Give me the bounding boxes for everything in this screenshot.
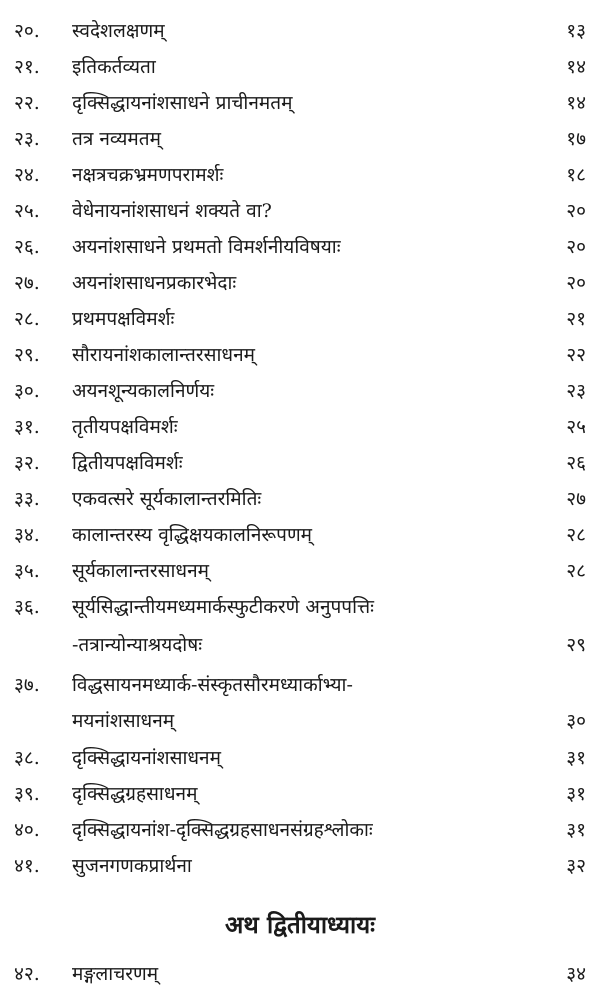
entry-page-number: ३० (566, 710, 586, 732)
entry-page-number: २३ (566, 380, 586, 402)
entry-page-number: १४ (566, 92, 586, 114)
entry-title: -तत्रान्योन्याश्रयदोषः (72, 634, 203, 656)
entry-number: २८. (14, 308, 40, 330)
entry-title: अयनशून्यकालनिर्णयः (72, 380, 215, 402)
toc-entry-37-continued (0, 704, 600, 738)
toc-entry-36 (0, 590, 600, 624)
entry-page-number: १७ (566, 128, 586, 150)
entry-page-number: १३ (566, 20, 586, 42)
entry-number: २६. (14, 236, 40, 258)
entry-number: २५. (14, 200, 40, 222)
entry-page-number: ३१ (566, 819, 586, 841)
entry-number: २०. (14, 20, 40, 42)
toc-entry-25 (0, 194, 600, 228)
entry-page-number: २० (566, 236, 586, 258)
entry-page-number: २० (566, 272, 586, 294)
entry-title: अयनांशसाधनप्रकारभेदाः (72, 272, 237, 294)
toc-entry-28 (0, 302, 600, 336)
toc-entry-33 (0, 482, 600, 516)
entry-number: ३२. (14, 452, 40, 474)
entry-title: सूर्यसिद्धान्तीयमध्यमार्कस्फुटीकरणे अनुपपत्तिः (72, 596, 374, 618)
entry-number: २४. (14, 164, 40, 186)
entry-number: २१. (14, 56, 40, 78)
entry-number: ३०. (14, 380, 40, 402)
entry-number: ३७. (14, 674, 40, 696)
entry-number: ४१. (14, 855, 40, 877)
entry-page-number: २० (566, 200, 586, 222)
toc-entry-30 (0, 374, 600, 408)
entry-title: सुजनगणकप्रार्थना (72, 855, 192, 877)
entry-title: एकवत्सरे सूर्यकालान्तरमितिः (72, 488, 262, 510)
entry-page-number: १४ (566, 56, 586, 78)
entry-number: २३. (14, 128, 40, 150)
entry-title: तत्र नव्यमतम् (72, 128, 161, 150)
entry-title: दृक्सिद्धायनांशसाधनम् (72, 747, 221, 769)
entry-number: ४०. (14, 819, 40, 841)
entry-number: ३८. (14, 747, 40, 769)
toc-entry-42 (0, 957, 600, 991)
toc-entry-41 (0, 849, 600, 883)
chapter-heading: अथ द्वितीयाध्यायः (224, 910, 375, 939)
toc-entry-20 (0, 14, 600, 48)
entry-page-number: ३१ (566, 747, 586, 769)
entry-title: वेधेनायनांशसाधनं शक्यते वा? (72, 200, 272, 222)
entry-number: २२. (14, 92, 40, 114)
toc-entry-37 (0, 668, 600, 702)
toc-entry-31 (0, 410, 600, 444)
toc-entry-36-continued (0, 628, 600, 662)
toc-entry-23 (0, 122, 600, 156)
entry-number: २९. (14, 344, 40, 366)
entry-page-number: २५ (566, 416, 586, 438)
entry-number: ३६. (14, 596, 40, 618)
entry-title: नक्षत्रचक्रभ्रमणपरामर्शः (72, 164, 224, 186)
toc-entry-35 (0, 554, 600, 588)
entry-title: मयनांशसाधनम् (72, 710, 175, 732)
entry-number: ३५. (14, 560, 40, 582)
entry-page-number: २६ (566, 452, 586, 474)
entry-title: द्वितीयपक्षविमर्शः (72, 452, 183, 474)
entry-page-number: ३१ (566, 783, 586, 805)
toc-entry-24 (0, 158, 600, 192)
entry-title: प्रथमपक्षविमर्शः (72, 308, 175, 330)
entry-number: ३१. (14, 416, 40, 438)
entry-number: ४२. (14, 963, 40, 985)
entry-number: ३९. (14, 783, 40, 805)
entry-page-number: ३४ (566, 963, 586, 985)
entry-title: सूर्यकालान्तरसाधनम् (72, 560, 209, 582)
entry-number: ३३. (14, 488, 40, 510)
entry-page-number: २१ (566, 308, 586, 330)
toc-entry-32 (0, 446, 600, 480)
entry-title: इतिकर्तव्यता (72, 56, 156, 78)
entry-title: दृक्सिद्धायनांशसाधने प्राचीनमतम् (72, 92, 293, 114)
entry-page-number: ३२ (566, 855, 586, 877)
entry-number: ३४. (14, 524, 40, 546)
toc-entry-29 (0, 338, 600, 372)
toc-entry-27 (0, 266, 600, 300)
toc-entry-40 (0, 813, 600, 847)
entry-title: तृतीयपक्षविमर्शः (72, 416, 178, 438)
toc-entry-26 (0, 230, 600, 264)
toc-entry-21 (0, 50, 600, 84)
toc-entry-22 (0, 86, 600, 120)
entry-title: विद्धसायनमध्यार्क-संस्कृतसौरमध्यार्काभ्या- (72, 674, 353, 696)
entry-page-number: १८ (566, 164, 586, 186)
toc-entry-38 (0, 741, 600, 775)
toc-entry-39 (0, 777, 600, 811)
entry-page-number: २८ (566, 560, 586, 582)
entry-title: कालान्तरस्य वृद्धिक्षयकालनिरूपणम् (72, 524, 313, 546)
entry-page-number: २८ (566, 524, 586, 546)
entry-title: दृक्सिद्धायनांश-दृक्सिद्धग्रहसाधनसंग्रहश्लोकाः (72, 819, 373, 841)
entry-number: २७. (14, 272, 40, 294)
entry-title: मङ्गलाचरणम् (72, 963, 159, 985)
entry-title: दृक्सिद्धग्रहसाधनम् (72, 783, 198, 805)
entry-page-number: २२ (566, 344, 586, 366)
entry-title: अयनांशसाधने प्रथमतो विमर्शनीयविषयाः (72, 236, 341, 258)
toc-entry-34 (0, 518, 600, 552)
entry-title: स्वदेशलक्षणम् (72, 20, 165, 42)
entry-page-number: २७ (566, 488, 586, 510)
entry-title: सौरायनांशकालान्तरसाधनम् (72, 344, 255, 366)
entry-page-number: २९ (566, 634, 586, 656)
